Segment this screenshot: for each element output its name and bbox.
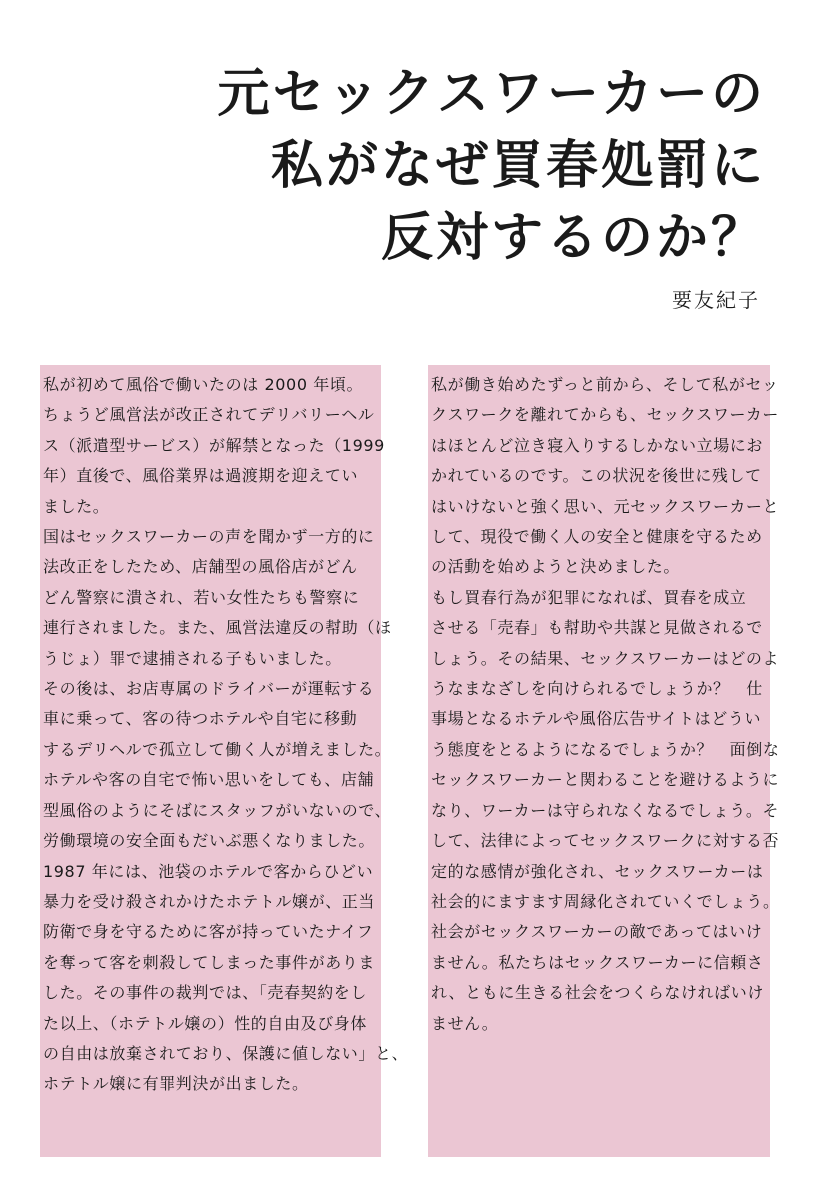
text-line: 年）直後で、風俗業界は過渡期を迎えてい	[43, 466, 359, 486]
title-line: 反対するのか？	[380, 208, 766, 268]
text-line: ました。	[43, 496, 110, 516]
text-line: 国はセックスワーカーの声を聞かず一方的に	[43, 527, 375, 547]
paragraph	[431, 370, 780, 583]
text-line: う態度をとるようになるでしょうか？ 面倒な	[431, 739, 780, 759]
text-line: を奪って客を刺殺してしまった事件がありま	[43, 952, 376, 972]
text-line: しょう。その結果、セックスワーカーはどのよ	[431, 648, 780, 668]
text-line: れ、ともに生きる社会をつくらなければいけ	[431, 983, 764, 1003]
text-line: 定的な感情が強化され、セックスワーカーは	[431, 861, 764, 881]
text-line: ません。	[431, 1013, 499, 1033]
text-line: クスワークを離れてからも、セックスワーカー	[431, 405, 779, 425]
title-line: 元セックスワーカーの	[217, 64, 766, 124]
paragraph	[431, 583, 780, 917]
text-line: 1987 年には、池袋のホテルで客からひどい	[43, 861, 374, 881]
text-line: 車に乗って、客の待つホテルや自宅に移動	[43, 709, 358, 729]
text-line: かれているのです。この状況を後世に残して	[431, 466, 762, 486]
text-line: 私が働き始めたずっと前から、そして私がセッ	[431, 375, 779, 394]
text-line: して、法律によってセックスワークに対する否	[431, 831, 780, 851]
text-line: なり、ワーカーは守られなくなるでしょう。そ	[431, 800, 780, 820]
text-line: ません。私たちはセックスワーカーに信頼さ	[431, 952, 764, 972]
text-line: した。その事件の裁判では、「売春契約をし	[43, 983, 368, 1003]
text-line: するデリヘルで孤立して働く人が増えました。	[43, 739, 392, 759]
text-line: の自由は放棄されており、保護に値しない」と、	[43, 1043, 409, 1063]
text-line: はいけないと強く思い、元セックスワーカーと	[431, 496, 780, 516]
text-line: た以上、（ホテトル嬢の）性的自由及び身体	[43, 1013, 368, 1033]
text-line: もし買春行為が犯罪になれば、買春を成立	[431, 587, 747, 607]
text-line: の活動を始めようと決めました。	[431, 557, 681, 577]
paragraph	[43, 857, 409, 1100]
text-line: うじょ）罪で逮捕される子もいました。	[43, 648, 342, 668]
text-line: 社会がセックスワーカーの敵であってはいけ	[431, 922, 763, 942]
text-line: その後は、お店専属のドライバーが運転する	[43, 679, 375, 699]
title-line: 私がなぜ買春処罰に	[270, 136, 766, 196]
text-line: 法改正をしたため、店舗型の風俗店がどん	[43, 557, 358, 577]
text-line: うなまなざしを向けられるでしょうか？ 仕	[431, 679, 763, 699]
paragraph	[43, 674, 392, 856]
text-line: セックスワーカーと関わることを避けるように	[431, 770, 780, 790]
text-line: 私が初めて風俗で働いたのは 2000 年頃。	[43, 375, 364, 394]
text-line: ホテルや客の自宅で怖い思いをしても、店舗	[43, 770, 375, 790]
text-line: どん警察に潰され、若い女性たちも警察に	[43, 587, 360, 607]
text-line: 連行されました。また、風営法違反の幇助（ほ	[43, 618, 392, 638]
text-line: 社会的にますます周縁化されていくでしょう。	[431, 891, 780, 911]
article-title	[206, 58, 766, 274]
right-text-column	[428, 365, 780, 1157]
text-line: 防衛で身を守るために客が持っていたナイフ	[43, 922, 374, 942]
text-line: ちょうど風営法が改正されてデリバリーヘル	[43, 405, 375, 425]
left-text-column	[40, 365, 409, 1157]
text-line: 事場となるホテルや風俗広告サイトはどうい	[431, 709, 762, 729]
text-line: ス（派遣型サービス）が解禁となった（1999	[43, 435, 385, 455]
paragraph	[431, 917, 770, 1039]
paragraph	[43, 370, 385, 522]
author-name: 要友紀子	[672, 288, 760, 312]
text-line: 型風俗のようにそばにスタッフがいないので、	[43, 800, 392, 820]
text-line: ホテトル嬢に有罪判決が出ました。	[43, 1074, 309, 1094]
text-line: させる「売春」も幇助や共謀と見做されるで	[431, 618, 763, 638]
text-line: して、現役で働く人の安全と健康を守るため	[431, 527, 763, 547]
paragraph	[43, 522, 392, 674]
text-line: 労働環境の安全面もだいぶ悪くなりました。	[43, 831, 376, 851]
text-line: 暴力を受け殺されかけたホテトル嬢が、正当	[43, 891, 376, 911]
text-line: はほとんど泣き寝入りするしかない立場にお	[431, 435, 764, 455]
